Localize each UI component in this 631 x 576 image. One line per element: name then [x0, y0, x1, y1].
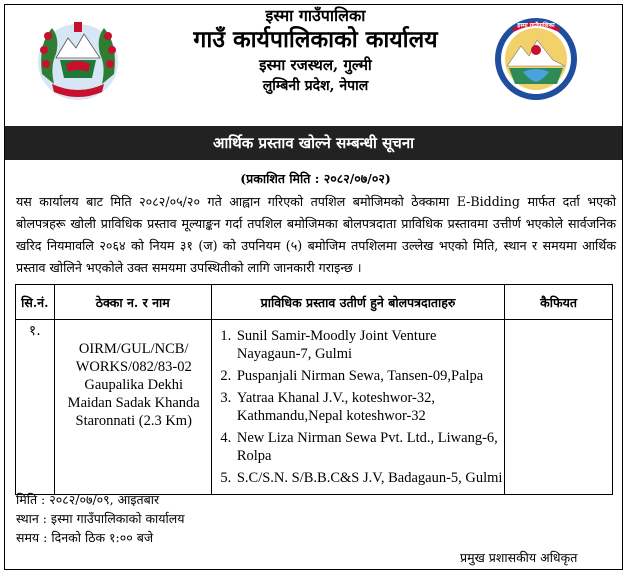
row-remarks: [505, 320, 613, 495]
opening-date: मिति : २०८२/०७/०९, आइतबार: [16, 492, 160, 507]
row-contract: OIRM/GUL/NCB/ WORKS/082/83-02 Gaupalika Dekhi Maidan Sadak Khanda Staronnati (2.3 Km): [54, 320, 211, 495]
notice-body: यस कार्यालय बाट मिति २०८२/०५/२० गते आह्वान गरिएको तपशिल बमोजिमको ठेक्कामा E-Bidding मार्फत दर्ता भएको बोलपत्रहरू खोली प्राविधिक प्रस्ताव मूल्याङ्कन गर्दा तपशिल बमोजिमका बोलपत्रदाता प्राविधिक प्रस्तावमा उत्तीर्ण भएकोले सार्वजनिक खरिद नियमावलि २०६४ को नियम ३१ (ज) को उपनियम (५) बमोजिम तपशिलमा उल्लेख भएको मिति, स्थान र समयमा आर्थिक प्रस्ताव खोलिने भएकोले उक्त समयमा उपस्थितीको लागि जानकारी गराइन्छ ।: [16, 194, 616, 275]
opening-time: समय : दिनको ठिक १:०० बजे: [16, 530, 154, 545]
office-name: गाउँ कार्यपालिकाको कार्यालय: [193, 26, 438, 53]
province-country: लुम्बिनी प्रदेश, नेपाल: [262, 78, 369, 94]
table-header-row: [16, 285, 613, 320]
bidder-item: 4. New Liza Nirman Sewa Pvt. Ltd., Liwang-6, Rolpa: [235, 429, 503, 465]
bidders-table: [15, 284, 613, 495]
office-address: इस्मा रजस्थल, गुल्मी: [259, 56, 372, 74]
header-contract: ठेक्का न. र नाम: [54, 285, 211, 320]
bidder-list: [213, 327, 503, 487]
header-sn: सि.नं.: [16, 285, 55, 320]
header-remarks: कैफियत: [505, 285, 613, 320]
office-header: [0, 6, 631, 96]
opening-details: [16, 490, 185, 547]
notice-title: आर्थिक प्रस्ताव खोल्ने सम्बन्धी सूचना: [5, 126, 622, 160]
row-bidders: [211, 320, 504, 495]
row-sn: १.: [16, 320, 55, 495]
bidder-item: 2. Puspanjali Nirman Sewa, Tansen-09,Palpa: [235, 367, 503, 385]
bidder-item: 3. Yatraa Khanal J.V., koteshwor-32, Kathmandu,Nepal koteshwor-32: [235, 389, 503, 425]
bidder-item: 1. Sunil Samir-Moodly Joint Venture Nayagaun-7, Gulmi: [235, 327, 503, 363]
table-row: [16, 320, 613, 495]
bidder-item: 5. S.C/S.N. S/B.B.C&S J.V, Badagaun-5, Gulmi: [235, 469, 503, 487]
header-bidders: प्राविधिक प्रस्ताव उतीर्ण हुने बोलपत्रदाताहरु: [211, 285, 504, 320]
published-date: (प्रकाशित मिति : २०८२/०७/०२): [240, 171, 391, 186]
municipality-name: इस्मा गाउँपालिका: [265, 6, 366, 25]
opening-place: स्थान : इस्मा गाउँपालिकाको कार्यालय: [16, 511, 185, 526]
signatory-title: प्रमुख प्रशासकीय अधिकृत: [460, 550, 578, 565]
seal-text: इस्मा गाउँपालिका: [517, 22, 555, 29]
